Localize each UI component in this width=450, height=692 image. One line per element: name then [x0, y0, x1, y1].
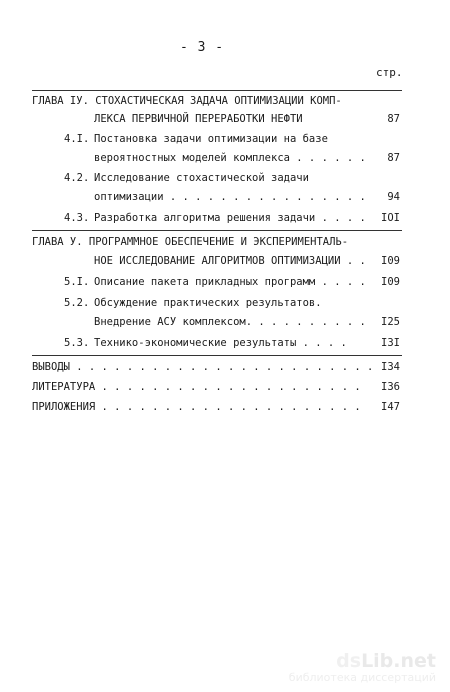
page-number: - 3 -: [180, 40, 225, 55]
appendices-page: I47: [381, 401, 400, 413]
section-5-2-page: I25: [381, 316, 400, 328]
section-4-1-line2: вероятностных моделей комплекса . . . . . .: [94, 152, 366, 164]
chapter4-title-line1: ГЛАВА IУ. СТОХАСТИЧЕСКАЯ ЗАДАЧА ОПТИМИЗАЦИИ КОМП-: [32, 95, 342, 107]
chapter4-page: 87: [387, 113, 400, 125]
rule-top: [32, 90, 402, 91]
section-4-3-line1: Разработка алгоритма решения задачи . . . .: [94, 212, 366, 224]
section-5-1-line1: Описание пакета прикладных программ . . . .: [94, 276, 366, 288]
section-5-2-num: 5.2.: [64, 297, 90, 309]
section-5-2-line1: Обсуждение практических результатов.: [94, 297, 322, 309]
conclusions-entry: ВЫВОДЫ . . . . . . . . . . . . . . . . . . . . . . . .: [32, 361, 374, 373]
section-4-2-line1: Исследование стохастической задачи: [94, 172, 309, 184]
section-4-1-page: 87: [387, 152, 400, 164]
section-5-3-line1: Технико-экономические результаты . . . .: [94, 337, 347, 349]
rule-bottom: [32, 355, 402, 356]
section-4-1-num: 4.I.: [64, 133, 90, 145]
section-5-3-page: I3I: [381, 337, 400, 349]
section-4-2-page: 94: [387, 191, 400, 203]
section-5-3-num: 5.3.: [64, 337, 90, 349]
watermark-subtitle: библиотека диссертаций: [288, 671, 436, 684]
section-4-1-line1: Постановка задачи оптимизации на базе: [94, 133, 328, 145]
watermark: [289, 651, 436, 684]
chapter5-page: I09: [381, 255, 400, 267]
section-4-2-line2: оптимизации . . . . . . . . . . . . . . . .: [94, 191, 366, 203]
section-5-1-page: I09: [381, 276, 400, 288]
chapter5-title-line1: ГЛАВА У. ПРОГРАММНОЕ ОБЕСПЕЧЕНИЕ И ЭКСПЕРИМЕНТАЛЬ-: [32, 236, 349, 248]
literature-entry: ЛИТЕРАТУРА . . . . . . . . . . . . . . . . . . . . .: [32, 381, 361, 393]
chapter4-title-line2: ЛЕКСА ПЕРВИЧНОЙ ПЕРЕРАБОТКИ НЕФТИ: [94, 113, 303, 125]
section-5-1-num: 5.I.: [64, 276, 90, 288]
section-5-2-line2: Внедрение АСУ комплексом. . . . . . . . . .: [94, 316, 366, 328]
section-4-3-page: IOI: [381, 212, 400, 224]
rule-mid: [32, 230, 402, 231]
chapter5-title-line2: НОЕ ИССЛЕДОВАНИЕ АЛГОРИТМОВ ОПТИМИЗАЦИИ . .: [94, 255, 366, 267]
section-4-2-num: 4.2.: [64, 172, 90, 184]
appendices-entry: ПРИЛОЖЕНИЯ . . . . . . . . . . . . . . . . . . . . .: [32, 401, 361, 413]
watermark-logo: dsLib.net: [336, 650, 436, 672]
conclusions-page: I34: [381, 361, 400, 373]
page-column-label: стр.: [376, 66, 403, 79]
section-4-3-num: 4.3.: [64, 212, 90, 224]
literature-page: I36: [381, 381, 400, 393]
